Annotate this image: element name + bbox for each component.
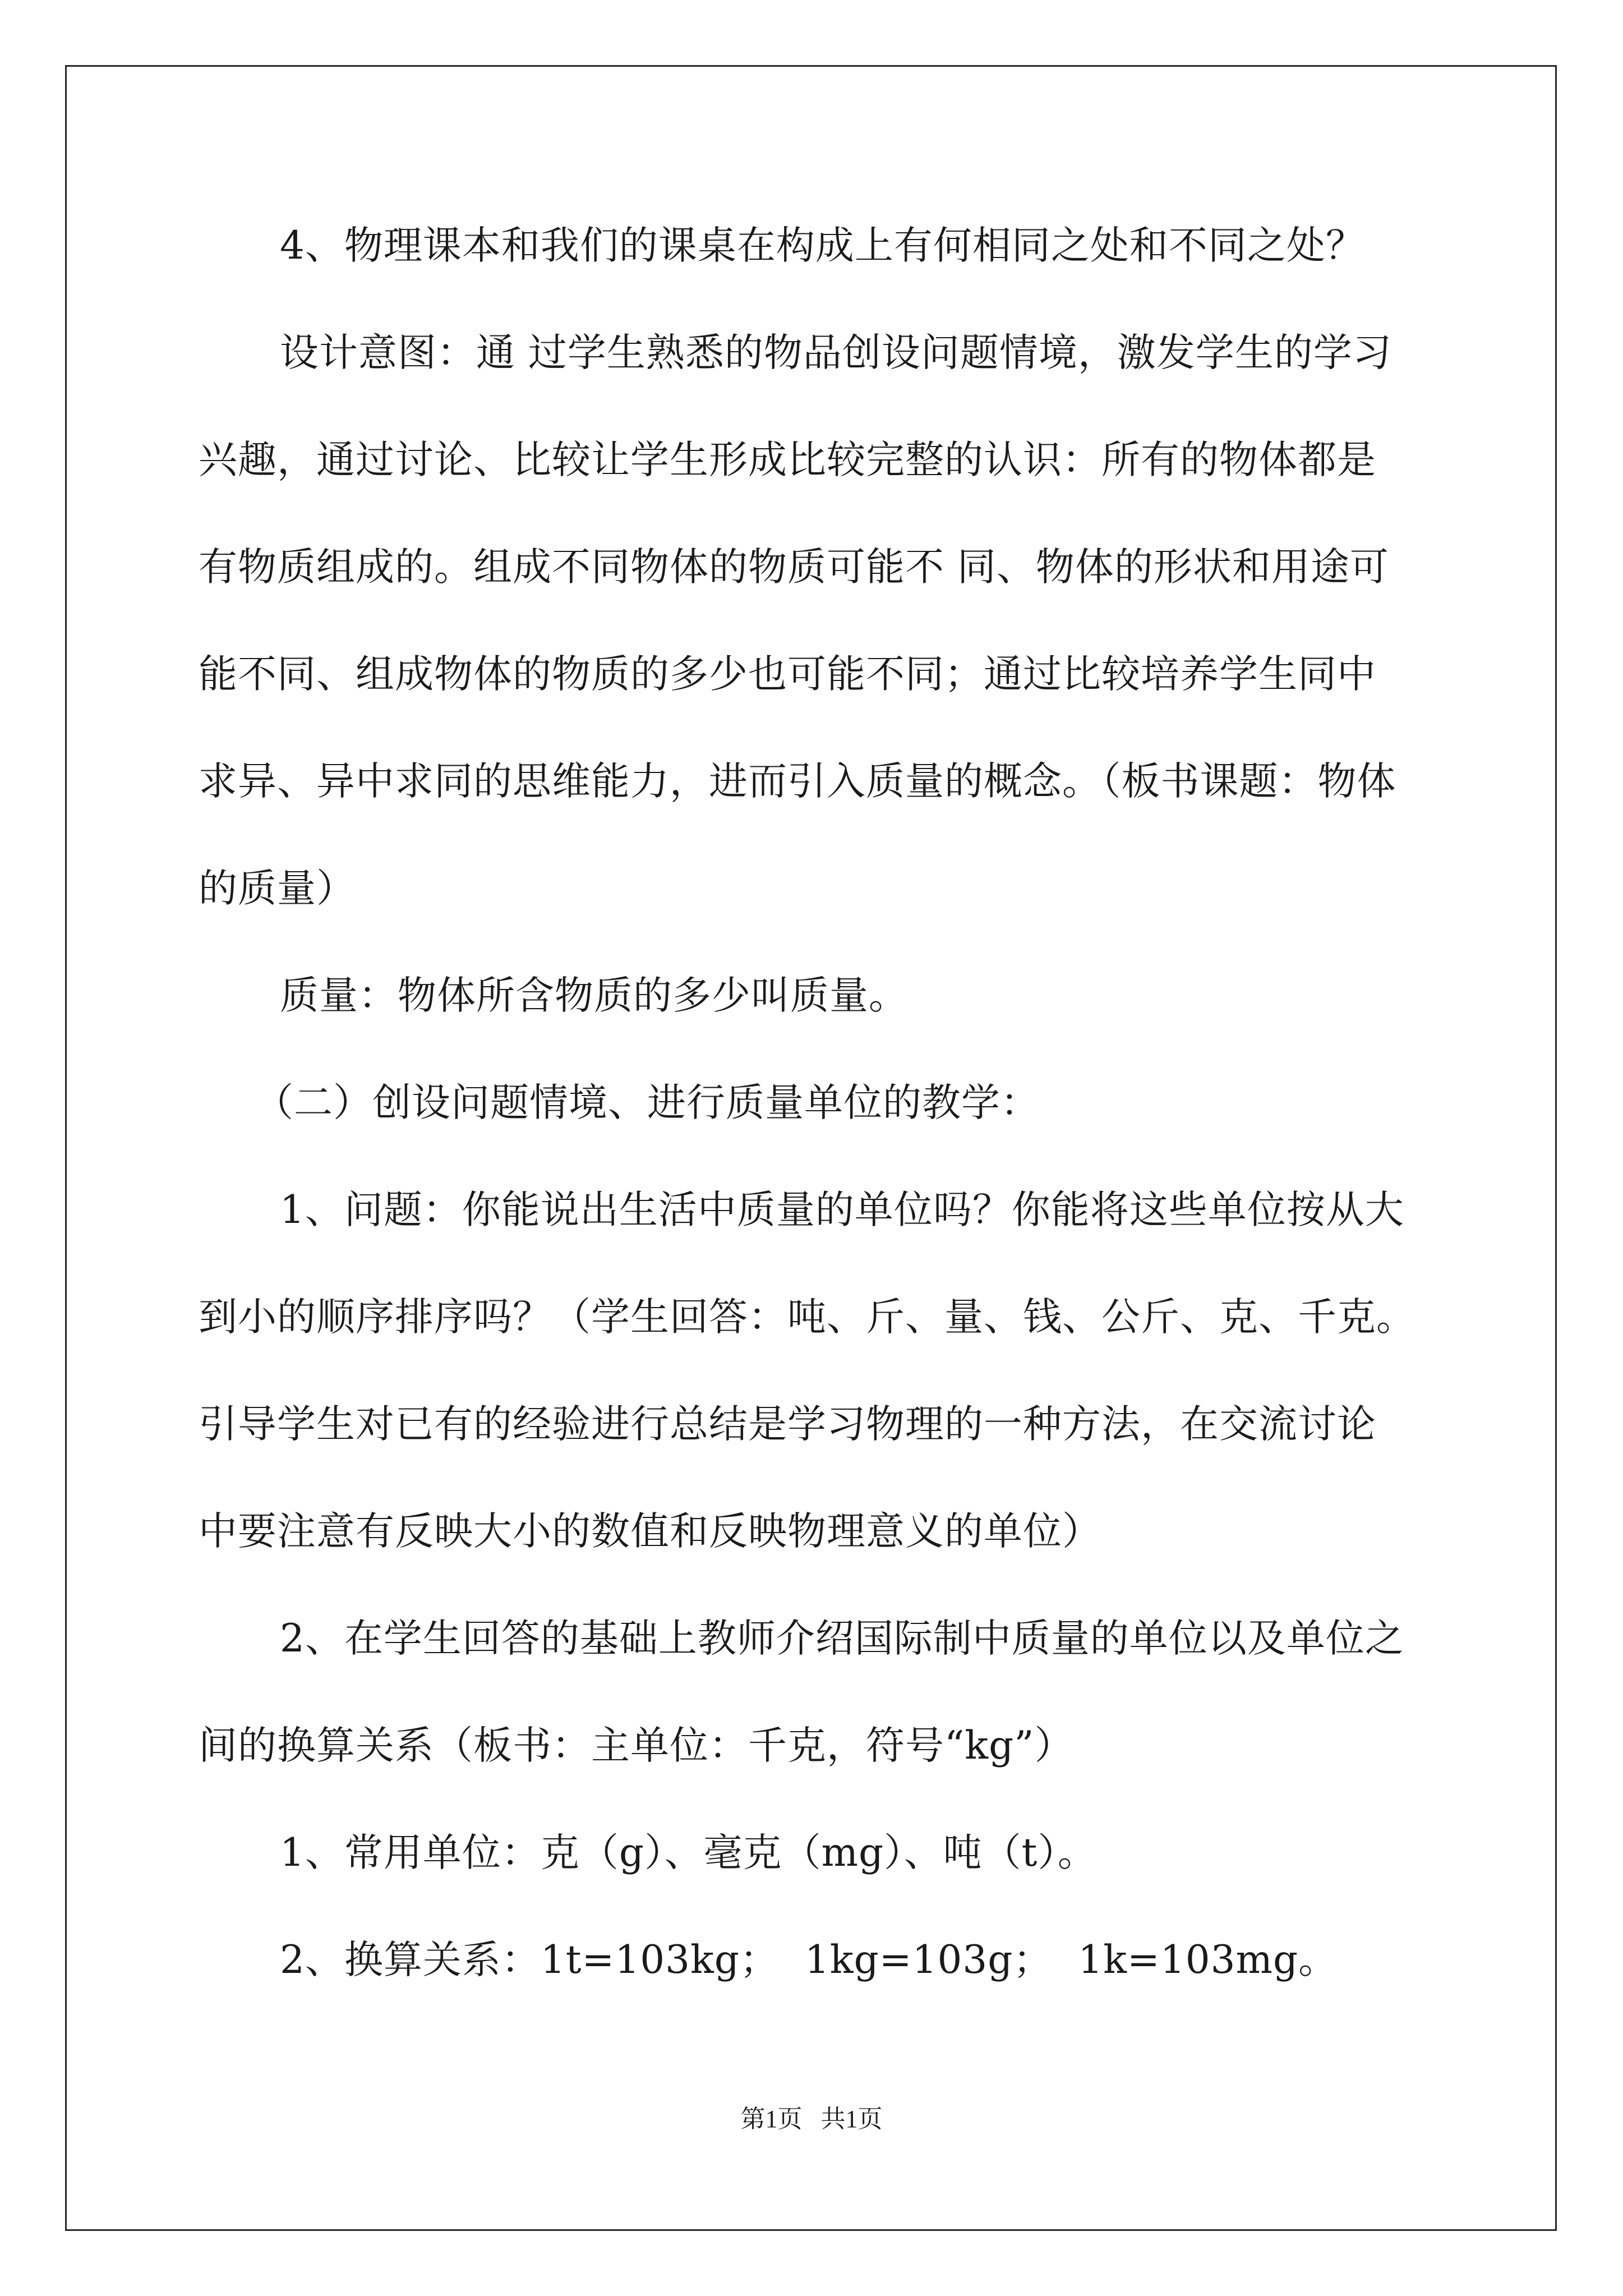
paragraph-line: 到小的顺序排序吗？（学生回答：吨、斤、量、钱、公斤、克、千克。 (199, 1295, 1415, 1340)
paragraph-line: 2、在学生回答的基础上教师介绍国际制中质量的单位以及单位之 (280, 1616, 1404, 1661)
paragraph-line: 2、换算关系：1t=103kg； 1kg=103g； 1k=103mg。 (280, 1938, 1338, 1982)
paragraph-line: 4、物理课本和我们的课桌在构成上有何相同之处和不同之处？ (280, 223, 1365, 268)
paragraph-line: 1、问题：你能说出生活中质量的单位吗？你能将这些单位按从大 (280, 1188, 1404, 1232)
paragraph-line: 兴趣，通过讨论、比较让学生形成比较完整的认识：所有的物体都是 (199, 438, 1376, 482)
page-border (65, 65, 1557, 2231)
paragraph-line: 能不同、组成物体的物质的多少也可能不同；通过比较培养学生同中 (199, 652, 1376, 697)
paragraph-line: 间的换算关系（板书：主单位：千克，符号“kg”） (199, 1723, 1074, 1768)
paragraph-line: 引导学生对已有的经验进行总结是学习物理的一种方法，在交流讨论 (199, 1402, 1376, 1447)
paragraph-line: 求异、异中求同的思维能力，进而引入质量的概念。（板书课题：物体 (199, 759, 1396, 804)
paragraph-line: 的质量） (199, 866, 356, 911)
section-heading: （二）创设问题情境、进行质量单位的教学： (255, 1080, 1040, 1125)
paragraph-line: 中要注意有反映大小的数值和反映物理意义的单位） (199, 1509, 1101, 1554)
paragraph-line: 1、常用单位：克（g）、毫克（mg）、吨（t）。 (280, 1830, 1097, 1875)
paragraph-line: 设计意图：通 过学生熟悉的物品创设问题情境，激发学生的学习 (280, 330, 1392, 375)
page-footer: 第1页 共1页 (740, 2105, 883, 2133)
paragraph-line: 质量：物体所含物质的多少叫质量。 (280, 973, 908, 1018)
paragraph-line: 有物质组成的。组成不同物体的物质可能不 同、物体的形状和用途可 (199, 545, 1389, 590)
